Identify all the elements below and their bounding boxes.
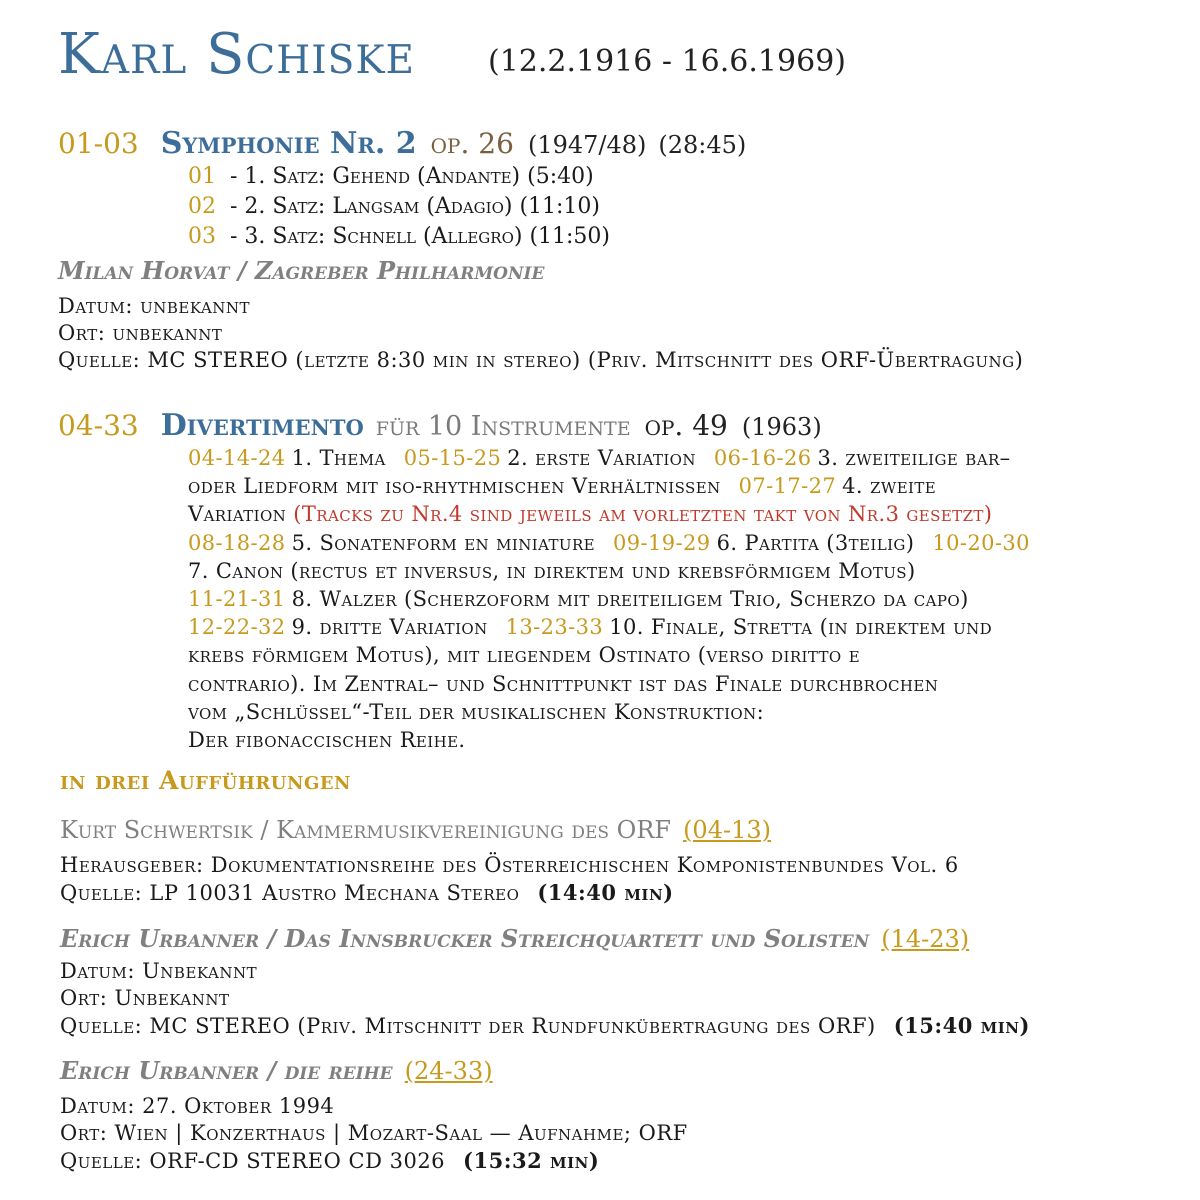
performance-source <box>60 1013 1030 1038</box>
track-note: (Tracks zu Nr.4 sind jeweils am vorletzten takt von Nr.3 gesetzt) <box>293 502 993 527</box>
performance-duration: (14:40 min) <box>537 880 674 905</box>
divertimento-description <box>188 444 1168 754</box>
track-range: 10-20-30 <box>932 530 1030 555</box>
performance-datum: Datum: 27. Oktober 1994 <box>60 1094 335 1118</box>
movement-row <box>188 164 594 189</box>
performance-publisher: Herausgeber: Dokumentationsreihe des Österreichischen Komponistenbundes Vol. 6 <box>60 853 959 877</box>
symphony-opus: op. 26 <box>430 127 514 160</box>
source-text: Quelle: ORF-CD STEREO CD 3026 <box>60 1149 446 1173</box>
symphony-ort: Ort: unbekannt <box>58 321 223 345</box>
divertimento-title: Divertimento <box>160 408 364 443</box>
track-range: 04-14-24 <box>188 446 286 470</box>
movement-text: 5. Sonatenform en miniature <box>291 530 595 555</box>
movement-label: - 3. Satz: Schnell (Allegro) (11:50) <box>230 224 611 249</box>
track-range: 11-21-31 <box>188 587 286 612</box>
movement-text: 9. dritte Variation <box>291 615 488 640</box>
movement-text: 2. erste Variation <box>507 446 696 470</box>
performer-name: Erich Urbanner / Das Innsbrucker Streichquartett und Solisten <box>60 924 870 953</box>
movement-text: 10. Finale, Stretta (in direktem und <box>609 615 993 640</box>
performance-duration: (15:32 min) <box>463 1148 600 1173</box>
divertimento-heading <box>58 408 822 443</box>
performance-source <box>60 1148 599 1173</box>
movement-text: 1. Thema <box>291 446 386 470</box>
performer-name: Kurt Schwertsik / Kammermusikvereinigung des ORF <box>60 816 672 844</box>
movement-text: vom „Schlüssel“-Teil der musikalischen Konstruktion: <box>188 699 765 724</box>
track-range: 09-19-29 <box>613 530 711 555</box>
movement-text: 4. zweite <box>842 474 937 499</box>
symphony-duration: (28:45) <box>658 131 747 159</box>
track-range: 06-16-26 <box>713 446 812 470</box>
movement-text: 8. Walzer (Scherzoform mit dreiteiligem Trio, Scherzo da capo) <box>291 587 969 612</box>
symphony-performer: Milan Horvat / Zagreber Philharmonie <box>58 256 545 285</box>
performances-heading: in drei Aufführungen <box>60 766 351 795</box>
divertimento-year: (1963) <box>741 413 822 441</box>
movement-text: contrario). Im Zentral– und Schnittpunkt ist das Finale durchbrochen <box>188 671 939 696</box>
performance-performer <box>60 924 969 953</box>
movement-track: 02 <box>188 194 216 219</box>
performance-performer <box>60 816 771 844</box>
movement-text: 7. Canon (rectus et inversus, in direktem und krebsförmigem Motus) <box>188 558 916 583</box>
movement-text: 3. zweiteilige bar– <box>817 446 1011 470</box>
track-range-link[interactable]: (04-13) <box>683 816 771 844</box>
track-range: 08-18-28 <box>188 530 286 555</box>
symphony-year: (1947/48) <box>527 131 647 159</box>
track-range: 05-15-25 <box>403 446 502 470</box>
track-range: 07-17-27 <box>738 474 837 499</box>
symphony-datum: Datum: unbekannt <box>58 294 251 318</box>
movement-text: oder Liedform mit iso-rhythmischen Verhältnissen <box>188 474 721 499</box>
movement-text: 6. Partita (3teilig) <box>716 530 915 555</box>
divertimento-opus: op. 49 <box>644 409 728 442</box>
symphony-heading <box>58 126 746 161</box>
track-range: 12-22-32 <box>188 615 286 640</box>
performance-ort: Ort: Wien | Konzerthaus | Mozart-Saal — Aufnahme; ORF <box>60 1121 688 1145</box>
performance-performer <box>60 1056 493 1085</box>
performer-name: Erich Urbanner / die reihe <box>60 1056 393 1085</box>
movement-track: 01 <box>188 164 216 189</box>
movement-text: Der fibonaccischen Reihe. <box>188 728 466 753</box>
movement-text: krebs förmigem Motus), mit liegendem Ostinato (verso diritto e <box>188 643 861 668</box>
divertimento-tracks: 04-33 <box>58 409 139 442</box>
symphony-title: Symphonie Nr. 2 <box>160 126 417 161</box>
movement-label: - 2. Satz: Langsam (Adagio) (11:10) <box>230 194 601 219</box>
track-range-link[interactable]: (14-23) <box>881 925 970 953</box>
symphony-quelle: Quelle: MC STEREO (letzte 8:30 min in stereo) (Priv. Mitschnitt des ORF-Übertragung) <box>58 348 1024 372</box>
movement-label: - 1. Satz: Gehend (Andante) (5:40) <box>230 164 594 189</box>
symphony-tracks: 01-03 <box>58 127 139 160</box>
source-text: Quelle: MC STEREO (Priv. Mitschnitt der Rundfunkübertragung des ORF) <box>60 1014 876 1038</box>
movement-track: 03 <box>188 224 216 249</box>
track-range: 13-23-33 <box>505 615 604 640</box>
performance-source <box>60 880 674 905</box>
composer-lifespan: (12.2.1916 - 16.6.1969) <box>488 44 846 79</box>
performance-datum: Datum: Unbekannt <box>60 959 258 983</box>
track-range-link[interactable]: (24-33) <box>404 1057 493 1085</box>
source-text: Quelle: LP 10031 Austro Mechana Stereo <box>60 881 520 905</box>
performance-ort: Ort: Unbekannt <box>60 986 230 1010</box>
divertimento-subtitle: für 10 Instrumente <box>375 411 631 442</box>
movement-row <box>188 194 600 219</box>
movement-row <box>188 224 610 249</box>
composer-name: Karl Schiske <box>58 22 416 87</box>
performance-duration: (15:40 min) <box>893 1013 1030 1038</box>
movement-text: Variation <box>188 502 287 527</box>
